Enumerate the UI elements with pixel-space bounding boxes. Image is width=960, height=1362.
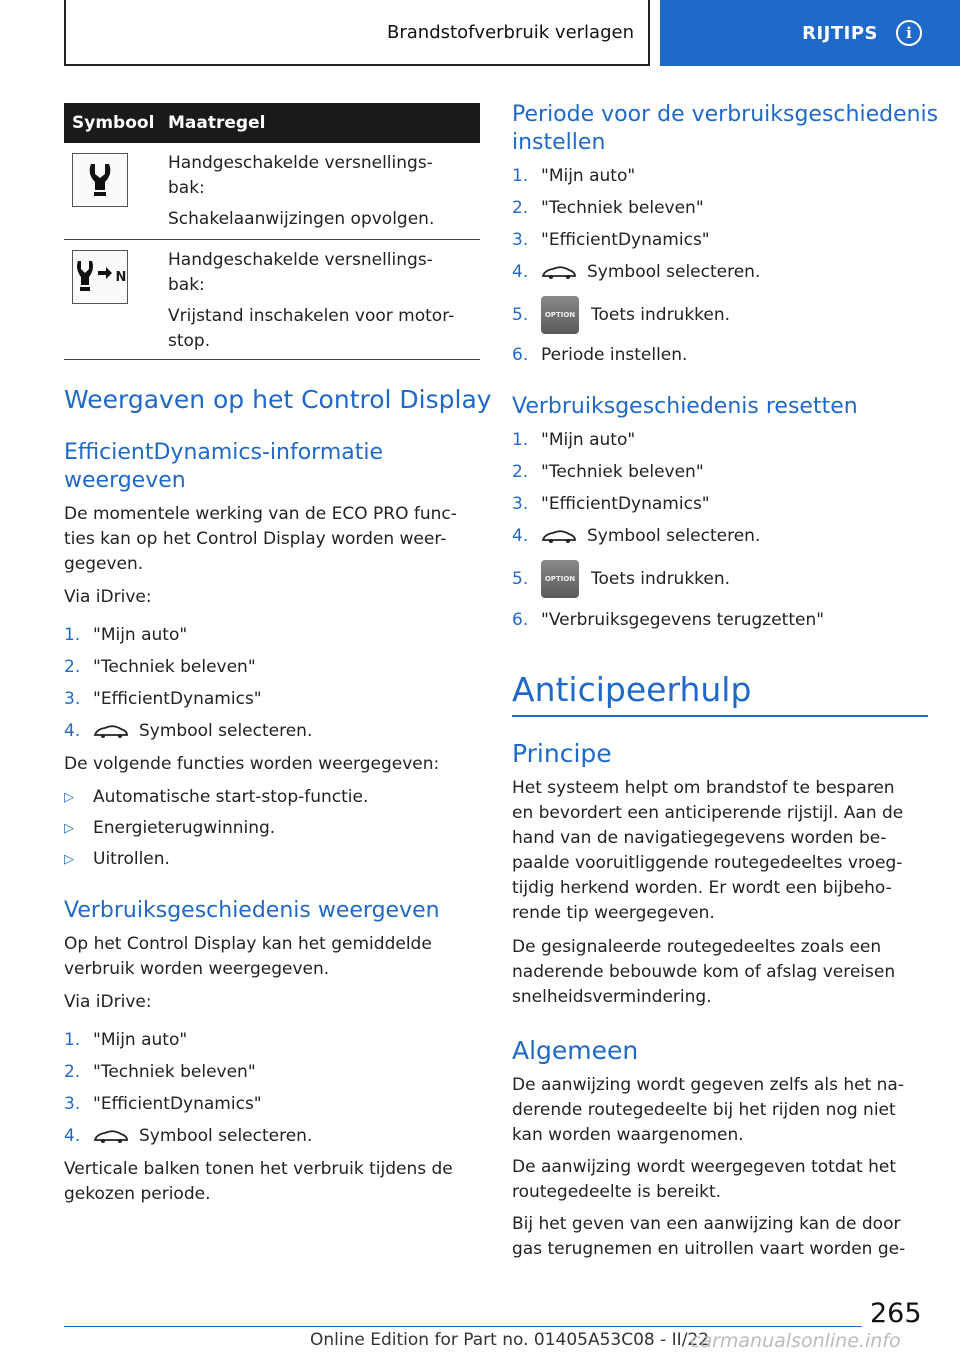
list-item: 2. "Techniek beleven"	[512, 462, 704, 482]
paragraph-line: Het systeem helpt om brandstof te besparen	[512, 778, 895, 798]
heading-reset: Verbruiksgeschiedenis resetten	[512, 394, 858, 419]
heading-control-display: Weergaven op het Control Display	[64, 385, 492, 414]
paragraph-line: kan worden waargenomen.	[512, 1125, 744, 1145]
measures-table	[64, 103, 480, 360]
paragraph-line: routegedeelte is bereikt.	[512, 1182, 722, 1202]
table-cell-text: Vrijstand inschakelen voor motor-stop.	[168, 306, 455, 351]
list-item: 5. OPTION Toets indrukken.	[512, 296, 730, 334]
list-item: 1. "Mijn auto"	[64, 1030, 188, 1050]
via-idrive: Via iDrive:	[64, 587, 152, 607]
list-item: 5. OPTION Toets indrukken.	[512, 560, 730, 598]
table-row	[64, 143, 480, 240]
list-item: 3. "EfficientDynamics"	[64, 689, 262, 709]
list-item: 2. "Techniek beleven"	[64, 657, 256, 677]
car-icon	[93, 1127, 129, 1147]
list-item: 1. "Mijn auto"	[512, 430, 636, 450]
car-icon	[93, 722, 129, 742]
table-cell-text: Handgeschakelde versnellings-bak:	[168, 250, 433, 295]
list-item: 4. Symbool selecteren.	[64, 1126, 313, 1146]
list-item: 3. "EfficientDynamics"	[64, 1094, 262, 1114]
list-item: 2. "Techniek beleven"	[512, 198, 704, 218]
list-item: 1. "Mijn auto"	[512, 166, 636, 186]
paragraph-line: Bij het geven van een aanwijzing kan de door	[512, 1214, 901, 1234]
paragraph-line: paalde vooruitliggende routegedeeltes vroeg-	[512, 853, 903, 873]
footer-edition: Online Edition for Part no. 01405A53C08 - II/22	[310, 1330, 710, 1350]
header-section-title: Brandstofverbruik verlagen	[387, 21, 634, 43]
option-button-icon: OPTION	[541, 560, 579, 598]
list-item: 4. Symbool selecteren.	[64, 721, 313, 741]
paragraph-line: verbruik worden weergegeven.	[64, 959, 330, 979]
page-number: 265	[870, 1298, 922, 1329]
paragraph-line: De gesignaleerde routegedeeltes zoals een	[512, 937, 882, 957]
list-item: ▷ Energieterugwinning.	[64, 818, 276, 838]
list-item: 4. Symbool selecteren.	[512, 526, 761, 546]
car-icon	[541, 527, 577, 547]
manual-gearshift-neutral-icon	[72, 250, 128, 304]
header-chapter-title: RIJTIPS	[802, 22, 878, 44]
header-chapter[interactable]	[660, 0, 960, 66]
table-cell-text: Schakelaanwijzingen opvolgen.	[168, 209, 435, 229]
car-icon	[541, 263, 577, 283]
paragraph-line: De aanwijzing wordt gegeven zelfs als het na-	[512, 1075, 904, 1095]
manual-gearshift-icon	[72, 153, 128, 207]
header-section	[64, 0, 650, 66]
paragraph-line: derende routegedeelte bij het rijden nog niet	[512, 1100, 896, 1120]
paragraph-line: De volgende functies worden weergegeven:	[64, 754, 440, 774]
paragraph-line: en bevordert een anticiperende rijstijl. Aan de	[512, 803, 904, 823]
paragraph-line: De aanwijzing wordt weergegeven totdat het	[512, 1157, 897, 1177]
heading-principe: Principe	[512, 739, 612, 768]
paragraph-line: hand van de navigatiegegevens worden be-	[512, 828, 887, 848]
heading-info-line1: EfficientDynamics-informatie	[64, 440, 384, 465]
heading-info-line2: weergeven	[64, 468, 186, 493]
list-item: 3. "EfficientDynamics"	[512, 230, 710, 250]
paragraph-line: gegeven.	[64, 554, 144, 574]
list-item: 2. "Techniek beleven"	[64, 1062, 256, 1082]
info-icon[interactable]: i	[896, 20, 922, 46]
list-item: 6. Periode instellen.	[512, 345, 688, 365]
heading-period-line1: Periode voor de verbruiksgeschiedenis	[512, 102, 939, 127]
heading-algemeen: Algemeen	[512, 1036, 639, 1065]
table-header-measure: Maatregel	[168, 113, 266, 133]
list-item: ▷ Uitrollen.	[64, 849, 170, 869]
table-cell-text: Handgeschakelde versnellings-bak:	[168, 153, 433, 198]
list-item: 1. "Mijn auto"	[64, 625, 188, 645]
paragraph-line: De momentele werking van de ECO PRO func-	[64, 504, 457, 524]
paragraph-line: tijdig herkend worden. Er wordt een bijbeho-	[512, 878, 892, 898]
heading-anticipeerhulp: Anticipeerhulp	[512, 670, 752, 709]
neutral-label: N	[115, 269, 127, 285]
list-item: 3. "EfficientDynamics"	[512, 494, 710, 514]
paragraph-line: snelheidsvermindering.	[512, 987, 712, 1007]
footer-divider	[64, 1326, 862, 1327]
heading-history: Verbruiksgeschiedenis weergeven	[64, 898, 440, 923]
via-idrive: Via iDrive:	[64, 992, 152, 1012]
list-item: ▷ Automatische start-stop-functie.	[64, 787, 369, 807]
option-button-icon: OPTION	[541, 296, 579, 334]
list-item: 4. Symbool selecteren.	[512, 262, 761, 282]
paragraph-line: gekozen periode.	[64, 1184, 211, 1204]
paragraph-line: Op het Control Display kan het gemiddelde	[64, 934, 432, 954]
paragraph-line: rende tip weergegeven.	[512, 903, 715, 923]
paragraph-line: ties kan op het Control Display worden weer-	[64, 529, 447, 549]
paragraph-line: gas terugnemen en uitrollen vaart worden ge-	[512, 1239, 906, 1259]
table-header	[64, 103, 480, 143]
section-divider	[512, 715, 928, 717]
heading-period-line2: instellen	[512, 130, 606, 155]
watermark: carmanualsonline.info	[690, 1330, 901, 1352]
paragraph-line: naderende bebouwde kom of afslag vereisen	[512, 962, 896, 982]
table-row	[64, 240, 480, 360]
table-header-symbol: Symbool	[72, 113, 155, 133]
paragraph-line: Verticale balken tonen het verbruik tijdens de	[64, 1159, 453, 1179]
list-item: 6. "Verbruiksgegevens terugzetten"	[512, 610, 825, 630]
